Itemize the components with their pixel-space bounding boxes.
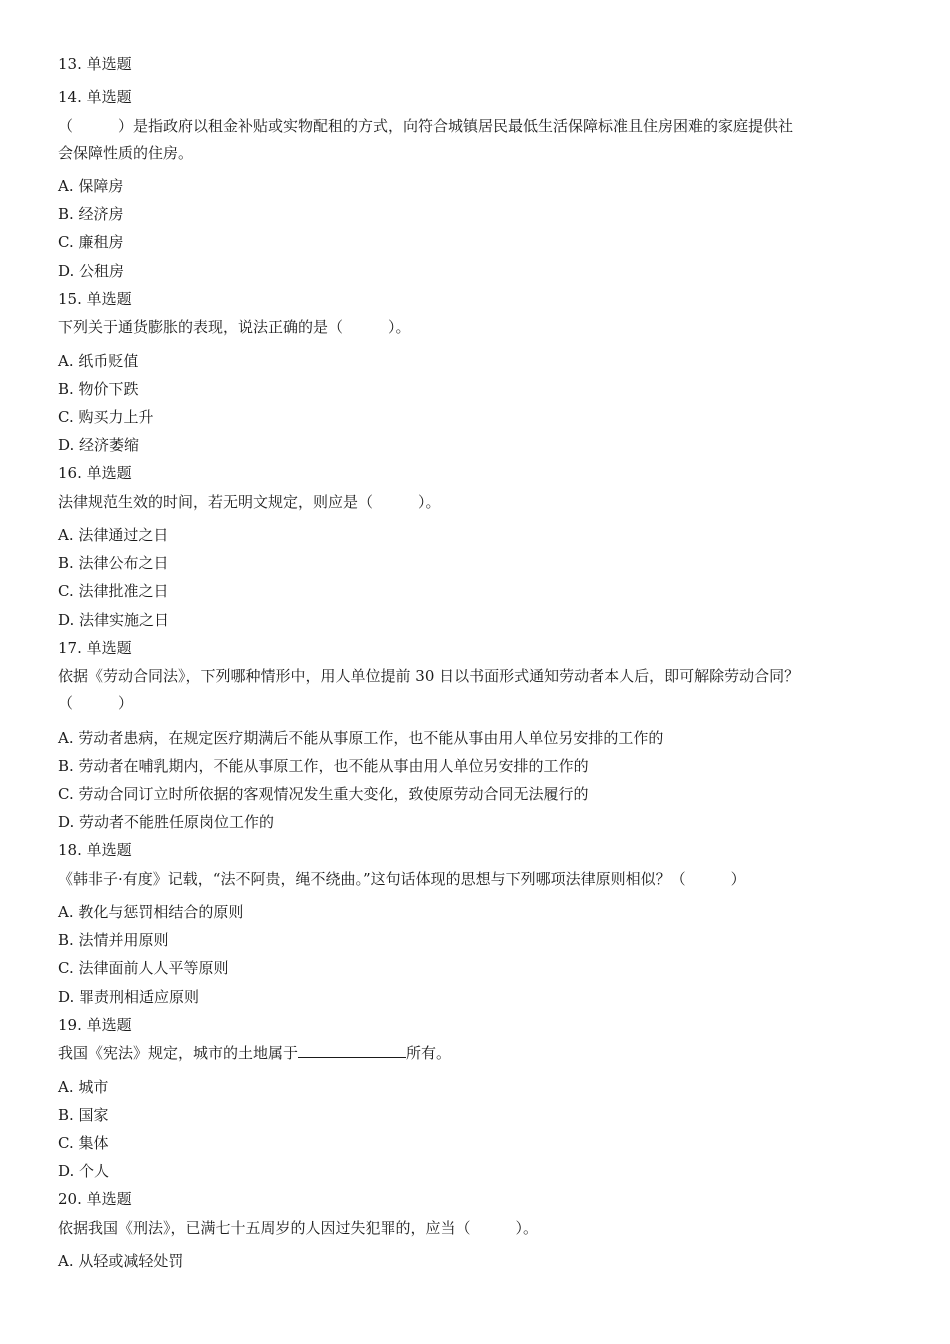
option-c: C. 法律面前人人平等原则 [58, 959, 229, 977]
option-c: C. 集体 [58, 1134, 109, 1152]
option-a: A. 城市 [58, 1078, 109, 1096]
option-a: A. 纸币贬值 [58, 352, 139, 370]
answer-blank [298, 1043, 406, 1058]
question-stem: 下列关于通货膨胀的表现，说法正确的是（ ）。 [58, 318, 411, 336]
option-d: D. 罪责刑相适应原则 [58, 988, 200, 1006]
question-header: 14. 单选题 [58, 88, 132, 106]
question-stem [58, 1043, 888, 1063]
question-stem: 会保障性质的住房。 [58, 144, 194, 162]
question-header: 18. 单选题 [58, 841, 132, 859]
option-b: B. 法律公布之日 [58, 554, 169, 572]
question-header: 15. 单选题 [58, 290, 132, 308]
option-b: B. 经济房 [58, 205, 124, 223]
stem-text-before-blank: 我国《宪法》规定，城市的土地属于 [58, 1044, 299, 1062]
option-d: D. 个人 [58, 1162, 110, 1180]
clipped-previous-line [58, 55, 132, 74]
question-stem: 依据我国《刑法》，已满七十五周岁的人因过失犯罪的，应当（ ）。 [58, 1219, 539, 1237]
option-a: A. 劳动者患病，在规定医疗期满后不能从事原工作，也不能从事由用人单位另安排的工作的 [58, 729, 664, 747]
option-d: D. 经济萎缩 [58, 436, 140, 454]
option-a: A. 教化与惩罚相结合的原则 [58, 903, 244, 921]
stem-text-after-blank: 所有。 [406, 1044, 452, 1062]
question-header: 16. 单选题 [58, 464, 132, 482]
clipped-text: 13. 单选题 [58, 55, 132, 73]
option-d: D. 公租房 [58, 262, 125, 280]
option-b: B. 物价下跌 [58, 380, 139, 398]
option-a: A. 法律通过之日 [58, 526, 169, 544]
question-stem: 法律规范生效的时间，若无明文规定，则应是（ ）。 [58, 493, 441, 511]
question-stem: 依据《劳动合同法》，下列哪种情形中，用人单位提前 30 日以书面形式通知劳动者本人后，即可解除劳动合同？ [58, 667, 800, 685]
option-a: A. 从轻或减轻处罚 [58, 1252, 184, 1270]
option-c: C. 劳动合同订立时所依据的客观情况发生重大变化，致使原劳动合同无法履行的 [58, 785, 589, 803]
question-stem: 《韩非子·有度》记载，“法不阿贵，绳不绕曲。”这句话体现的思想与下列哪项法律原则相似？（ ） [58, 870, 746, 888]
question-header: 20. 单选题 [58, 1190, 132, 1208]
option-c: C. 廉租房 [58, 233, 124, 251]
option-a: A. 保障房 [58, 177, 124, 195]
question-stem: （ ） [58, 694, 134, 712]
option-d: D. 劳动者不能胜任原岗位工作的 [58, 813, 275, 831]
option-b: B. 国家 [58, 1106, 109, 1124]
question-header: 17. 单选题 [58, 639, 132, 657]
question-stem: （ ）是指政府以租金补贴或实物配租的方式，向符合城镇居民最低生活保障标准且住房困难的家庭提供社 [58, 117, 794, 135]
option-b: B. 法情并用原则 [58, 931, 169, 949]
option-c: C. 法律批准之日 [58, 582, 169, 600]
option-b: B. 劳动者在哺乳期内，不能从事原工作，也不能从事由用人单位另安排的工作的 [58, 757, 589, 775]
option-c: C. 购买力上升 [58, 408, 154, 426]
question-header: 19. 单选题 [58, 1016, 132, 1034]
option-d: D. 法律实施之日 [58, 611, 170, 629]
